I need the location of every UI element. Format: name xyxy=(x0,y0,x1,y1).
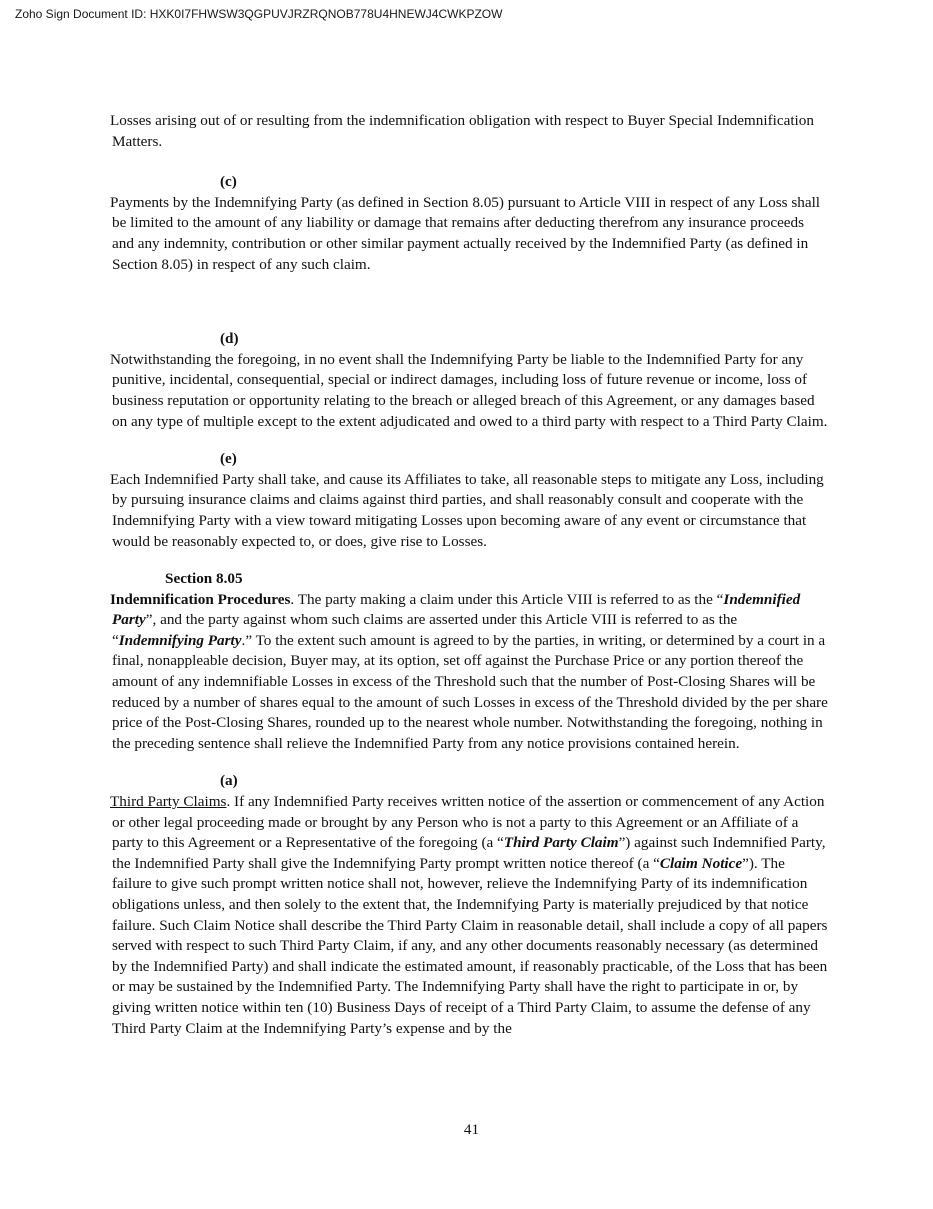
clause-d-paragraph: Notwithstanding the foregoing, in no event shall the Indemnifying Party be liable to the Indemnified Party for any punitive, incidental, consequential, special or indirect damages, including loss of future revenue or income, loss of business reputation or opportunity relating to the breach or alleged breach of this Agreement, or any damages based on any type of multiple except to the extent adjudicated and owed to a third party with respect to a Third Party Claim. xyxy=(110,350,828,430)
defined-term-third-party-claim: Third Party Claim xyxy=(503,834,619,852)
intro-paragraph: Losses arising out of or resulting from the indemnification obligation with respect to Buyer Special Indemnification Matters. xyxy=(110,112,814,150)
section-8-05-text-1: . The party making a claim under this Article VIII is referred to as the “ xyxy=(290,590,724,608)
section-8-05-paragraph xyxy=(110,590,828,755)
defined-term-indemnifying-party: Indemnifying Party xyxy=(118,631,242,649)
document-id-header: Zoho Sign Document ID: HXK0I7FHWSW3QGPUVJRZRQNOB778U4HNEWJ4CWKPZOW xyxy=(15,7,503,21)
section-8-05-heading: Indemnification Procedures xyxy=(110,590,291,608)
page-number: 41 xyxy=(463,1121,480,1138)
clause-c-marker: (c) xyxy=(220,173,237,191)
defined-term-indemnified-party: Indemnified Party xyxy=(112,590,801,629)
clause-e-marker: (e) xyxy=(220,450,237,468)
clause-d-marker: (d) xyxy=(220,330,239,348)
clause-a-marker: (a) xyxy=(220,772,238,790)
clause-a-paragraph xyxy=(110,792,828,1039)
section-8-05-text-3: .” To the extent such amount is agreed to by the parties, in writing, or determined by a court in a final, nonappleable decision, Buyer may, at its option, set off against the Purchase Price or any portion thereof the amount of any indemnifiable Losses in excess of the Threshold such that the number of Post-Closing Shares will be reduced by a number of shares equal to the amount of such Losses in excess of the Threshold divided by the per share price of the Post-Closing Shares, rounded up to the nearest whole number. Notwithstanding the foregoing, nothing in the preceding sentence shall relieve the Indemnified Party from any notice provisions contained herein. xyxy=(112,631,828,752)
clause-e-paragraph: Each Indemnified Party shall take, and cause its Affiliates to take, all reasonable steps to mitigate any Loss, including by pursuing insurance claims and claims against third parties, and shall reasonably consult and cooperate with the Indemnifying Party with a view toward mitigating Losses upon becoming aware of any event or circumstance that would be reasonably expected to, or does, give rise to Losses. xyxy=(110,470,824,550)
clause-a-heading: Third Party Claims xyxy=(110,793,227,811)
clause-c-paragraph: Payments by the Indemnifying Party (as defined in Section 8.05) pursuant to Article VIII in respect of any Loss shall be limited to the amount of any liability or damage that remains after deducting therefrom any insurance proceeds and any indemnity, contribution or other similar payment actually received by the Indemnified Party (as defined in Section 8.05) in respect of any such claim. xyxy=(110,193,821,273)
clause-a-text-1: . If any Indemnified Party receives written notice of the assertion or commencement of any Action or other legal proceeding made or brought by any Person who is not a party to this Agreement or an Affiliate of a party to this Agreement or a Representative of the foregoing (a “ xyxy=(112,793,825,852)
defined-term-claim-notice: Claim Notice xyxy=(659,854,743,872)
page-body xyxy=(110,111,828,1039)
section-8-05-text-2: ”, and the party against whom such claims are asserted under this Article VIII is referred to as the “ xyxy=(112,611,738,649)
section-8-05-marker: Section 8.05 xyxy=(165,570,243,588)
clause-a-text-2: ”) against such Indemnified Party, the Indemnified Party shall give the Indemnifying Party prompt written notice thereof (a “ xyxy=(112,834,826,872)
clause-a-text-3: ”). The failure to give such prompt written notice shall not, however, relieve the Indemnifying Party of its indemnification obligations unless, and then solely to the extent that, the Indemnifying Party is materially prejudiced by that notice failure. Such Claim Notice shall describe the Third Party Claim in reasonable detail, shall include a copy of all papers served with respect to such Third Party Claim, if any, and any other documents reasonably necessary (as determined by the Indemnified Party) and shall indicate the estimated amount, if reasonably practicable, of the Loss that has been or may be sustained by the Indemnified Party. The Indemnifying Party shall have the right to participate in or, by giving written notice within ten (10) Business Days of receipt of a Third Party Claim, to assume the defense of any Third Party Claim at the Indemnifying Party’s expense and by the xyxy=(112,854,828,1037)
